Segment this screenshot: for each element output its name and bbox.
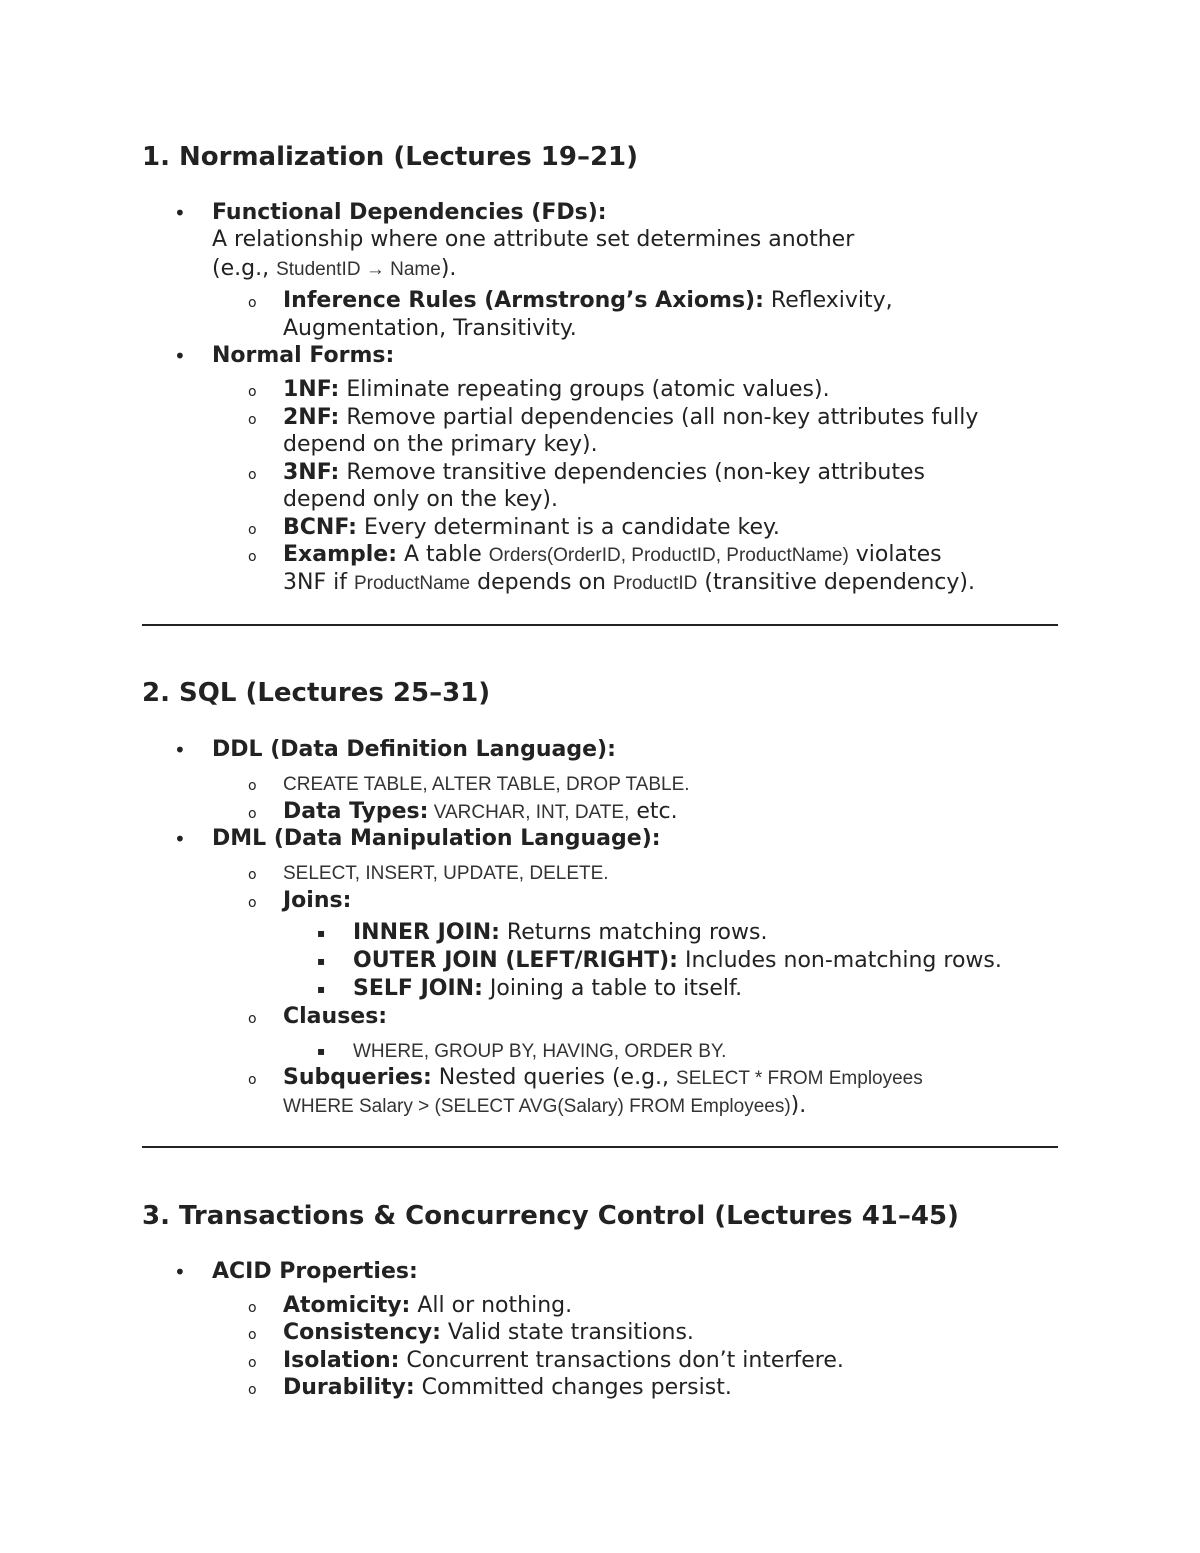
sub-bullet-icon: o — [248, 1327, 257, 1343]
example-code-productid: ProductID — [612, 573, 698, 594]
durability-line — [283, 1374, 732, 1402]
subqueries-code: WHERE Salary > (SELECT AVG(Salary) FROM Employees) — [283, 1096, 791, 1117]
example-cont — [283, 569, 975, 598]
inner-join-text: Returns matching rows. — [499, 920, 768, 945]
self-join-text: Joining a table to itself. — [482, 976, 743, 1001]
clauses-code: WHERE, GROUP BY, HAVING, ORDER BY. — [353, 1041, 727, 1062]
sub-bullet-icon: o — [248, 412, 257, 428]
nf3-cont: depend only on the key). — [283, 487, 559, 512]
sub-bullet-icon: o — [248, 778, 257, 794]
consistency-line — [283, 1319, 694, 1347]
outer-join-text: Includes non-matching rows. — [677, 948, 1002, 973]
fd-label: Functional Dependencies (FDs): — [212, 200, 607, 225]
durability-label: Durability: — [283, 1375, 415, 1400]
clauses-label: Clauses: — [283, 1004, 388, 1029]
example-text: violates — [848, 542, 942, 567]
bullet-icon: • — [174, 1260, 186, 1284]
dml-label: DML (Data Manipulation Language): — [212, 826, 661, 851]
example-label: Example: — [283, 542, 397, 567]
inference-text: Reflexivity, — [763, 288, 893, 313]
subqueries-code: SELECT * FROM Employees — [676, 1068, 923, 1089]
inner-join-line — [353, 919, 767, 947]
sub-bullet-icon: o — [248, 295, 257, 311]
subqueries-line — [283, 1064, 923, 1093]
outer-join-line — [353, 947, 1002, 975]
dml-commands-code: SELECT, INSERT, UPDATE, DELETE. — [283, 863, 609, 884]
joins-label: Joins: — [283, 888, 352, 913]
nf2-label: 2NF: — [283, 405, 340, 430]
self-join-label: SELF JOIN: — [353, 976, 483, 1001]
section-heading-transactions: 3. Transactions & Concurrency Control (Lectures 41–45) — [142, 1201, 959, 1231]
example-code-orders: Orders(OrderID, ProductID, ProductName) — [488, 545, 849, 566]
data-types-etc: etc. — [629, 799, 678, 824]
nf2-text: Remove partial dependencies (all non-key attributes fully — [339, 405, 979, 430]
bullet-icon: • — [174, 201, 186, 225]
nf1-line — [283, 376, 830, 404]
fd-eg-pre: (e.g., — [212, 256, 277, 281]
outer-join-label: OUTER JOIN (LEFT/RIGHT): — [353, 948, 678, 973]
sub-bullet-icon: o — [248, 806, 257, 822]
inference-label: Inference Rules (Armstrong’s Axioms): — [283, 288, 764, 313]
nf3-line — [283, 459, 925, 487]
square-bullet-icon: ▪ — [317, 926, 326, 940]
atomicity-label: Atomicity: — [283, 1293, 411, 1318]
fd-eg-code: StudentID → Name — [276, 259, 441, 280]
nf2-line — [283, 404, 978, 432]
square-bullet-icon: ▪ — [317, 1044, 326, 1058]
sub-bullet-icon: o — [248, 1355, 257, 1371]
subqueries-end: ). — [790, 1093, 807, 1118]
bullet-icon: • — [174, 827, 186, 851]
fd-example — [212, 255, 456, 284]
sub-bullet-icon: o — [248, 1072, 257, 1088]
sub-bullet-icon: o — [248, 549, 257, 565]
ddl-commands-code: CREATE TABLE, ALTER TABLE, DROP TABLE. — [283, 774, 690, 795]
square-bullet-icon: ▪ — [317, 982, 326, 996]
example-text: 3NF if — [283, 570, 354, 595]
sub-bullet-icon: o — [248, 384, 257, 400]
consistency-label: Consistency: — [283, 1320, 441, 1345]
section-divider — [142, 624, 1058, 626]
sub-bullet-icon: o — [248, 1382, 257, 1398]
example-text: depends on — [470, 570, 613, 595]
square-bullet-icon: ▪ — [317, 954, 326, 968]
self-join-line — [353, 975, 742, 1003]
ddl-label: DDL (Data Definition Language): — [212, 737, 616, 762]
nf1-text: Eliminate repeating groups (atomic values). — [339, 377, 830, 402]
bullet-icon: • — [174, 738, 186, 762]
fd-eg-post: ). — [440, 256, 457, 281]
example-code-productname: ProductName — [353, 573, 471, 594]
sub-bullet-icon: o — [248, 867, 257, 883]
consistency-text: Valid state transitions. — [440, 1320, 694, 1345]
data-types-code: VARCHAR, INT, DATE, — [428, 802, 630, 823]
atomicity-text: All or nothing. — [410, 1293, 573, 1318]
nf2-cont: depend on the primary key). — [283, 432, 598, 457]
sub-bullet-icon: o — [248, 522, 257, 538]
isolation-text: Concurrent transactions don’t interfere. — [399, 1348, 844, 1373]
sub-bullet-icon: o — [248, 895, 257, 911]
bullet-icon: • — [174, 344, 186, 368]
isolation-label: Isolation: — [283, 1348, 400, 1373]
subqueries-text: Nested queries (e.g., — [431, 1065, 677, 1090]
nf3-text: Remove transitive dependencies (non-key attributes — [339, 460, 925, 485]
subqueries-label: Subqueries: — [283, 1065, 432, 1090]
atomicity-line — [283, 1292, 572, 1320]
bcnf-line — [283, 514, 780, 542]
inner-join-label: INNER JOIN: — [353, 920, 500, 945]
nf3-label: 3NF: — [283, 460, 340, 485]
section-heading-sql: 2. SQL (Lectures 25–31) — [142, 678, 491, 708]
sub-bullet-icon: o — [248, 1011, 257, 1027]
inference-cont: Augmentation, Transitivity. — [283, 316, 577, 341]
data-types-line — [283, 798, 678, 827]
data-types-label: Data Types: — [283, 799, 429, 824]
inference-line — [283, 287, 893, 315]
example-text: A table — [397, 542, 489, 567]
durability-text: Committed changes persist. — [414, 1375, 732, 1400]
isolation-line — [283, 1347, 844, 1375]
example-text: (transitive dependency). — [697, 570, 975, 595]
normal-forms-label: Normal Forms: — [212, 343, 395, 368]
nf1-label: 1NF: — [283, 377, 340, 402]
ddl-commands — [283, 770, 690, 799]
example-line — [283, 541, 942, 570]
subqueries-cont — [283, 1092, 806, 1121]
bcnf-text: Every determinant is a candidate key. — [356, 515, 780, 540]
section-divider — [142, 1146, 1058, 1148]
fd-desc: A relationship where one attribute set determines another — [212, 227, 855, 252]
section-heading-normalization: 1. Normalization (Lectures 19–21) — [142, 142, 639, 172]
acid-label: ACID Properties: — [212, 1259, 418, 1284]
bcnf-label: BCNF: — [283, 515, 357, 540]
sub-bullet-icon: o — [248, 467, 257, 483]
sub-bullet-icon: o — [248, 1300, 257, 1316]
clauses-list — [353, 1037, 726, 1066]
fd-line — [212, 199, 607, 227]
dml-commands — [283, 859, 609, 888]
